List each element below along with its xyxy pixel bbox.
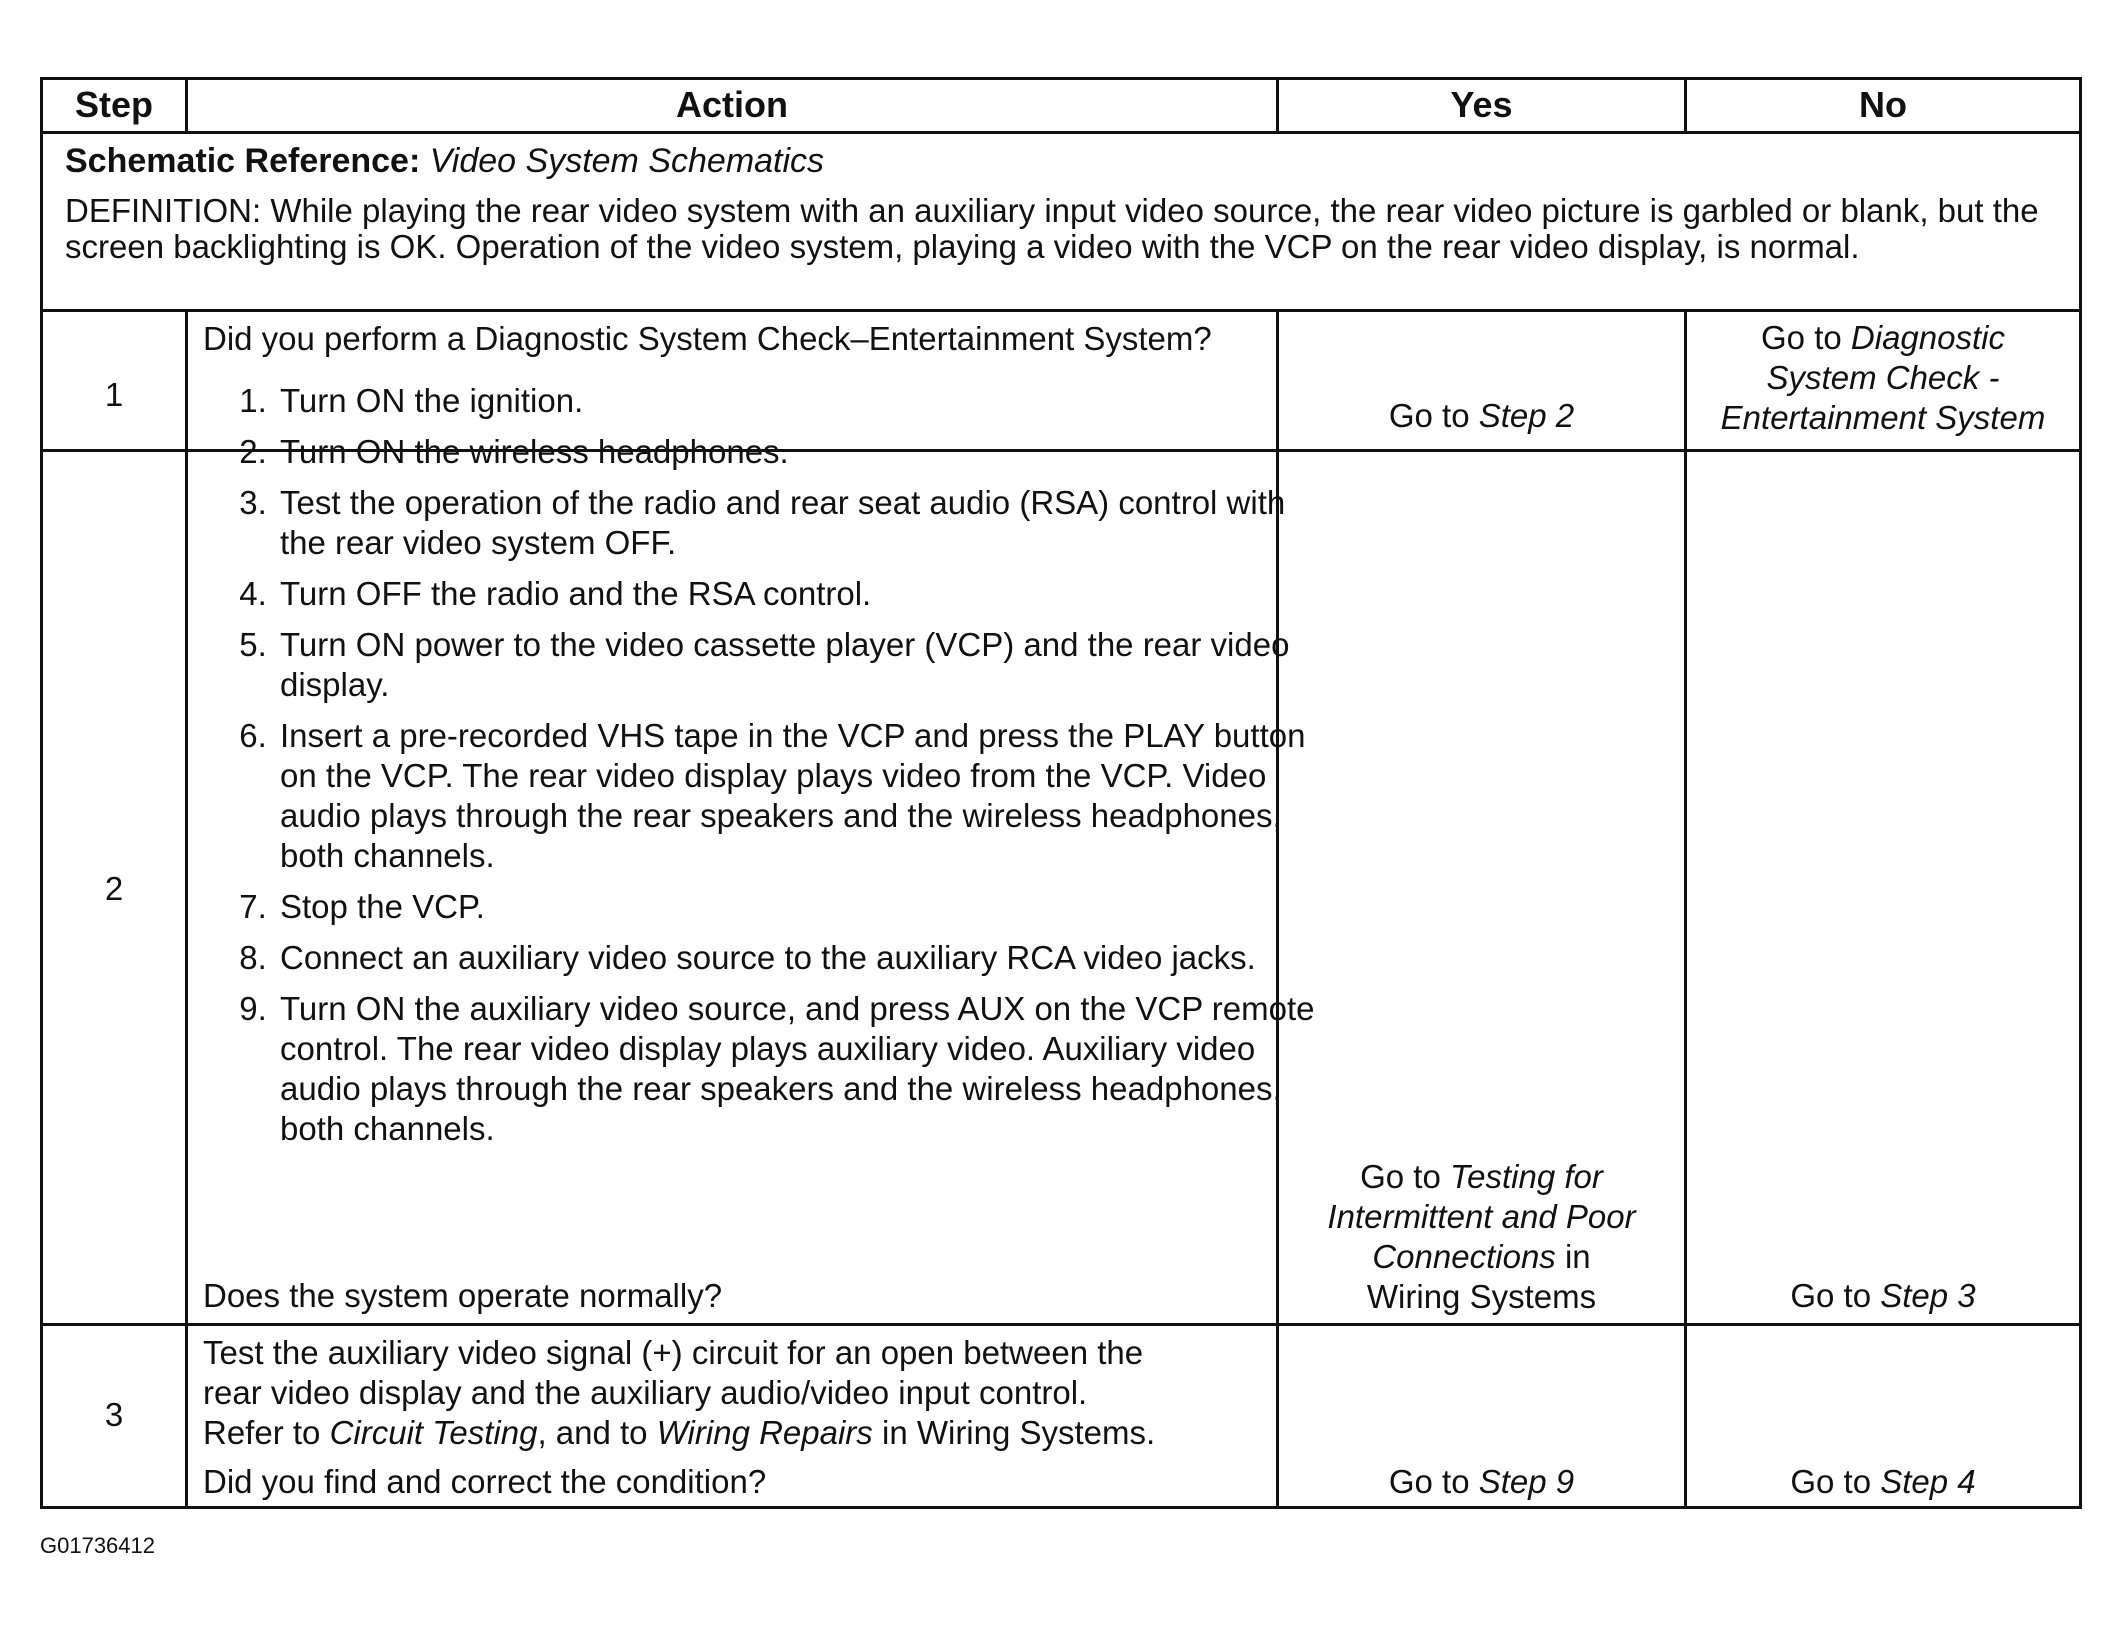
step-2-instruction-list [188, 381, 1336, 1160]
step-2-instruction-item: 4. Turn OFF the radio and the RSA control. [276, 574, 1336, 614]
step-3-action-line1: Test the auxiliary video signal (+) circuit for an open between the [203, 1334, 1144, 1371]
step-2-question: Does the system operate normally? [203, 1277, 723, 1314]
step-1-yes-link[interactable]: Step 2 [1478, 397, 1575, 434]
step-2-instruction-item: 8. Connect an auxiliary video source to the auxiliary RCA video jacks. [276, 938, 1336, 978]
step-1-no-link-line2[interactable]: System Check - [1766, 359, 2000, 396]
circuit-testing-link[interactable]: Circuit Testing [329, 1414, 538, 1451]
step-2-instruction-item: 9. Turn ON the auxiliary video source, and press AUX on the VCP remote control. The rear video display plays auxiliary video. Auxiliary video audio plays through the rear speakers and the wireless headphones, both channels. [276, 989, 1336, 1149]
step-3-action [203, 1333, 1263, 1453]
definition-text: DEFINITION: While playing the rear video system with an auxiliary input video source, the rear video picture is garbled or blank, but the screen backlighting is OK. Operation of the video system, playing a video with the VCP on the rear video display, is normal. [65, 192, 2039, 265]
step-2-yes-link-line3[interactable]: Connections [1372, 1238, 1556, 1275]
step-2-number: 2 [104, 870, 124, 907]
schematic-reference [65, 141, 824, 181]
step-2-yes-suffix: Wiring Systems [1366, 1278, 1597, 1315]
step-3-no: Go to Step 4 [1790, 1463, 1976, 1500]
step-3-action-line2: rear video display and the auxiliary audio/video input control. [203, 1374, 1088, 1411]
step-1-number: 1 [104, 376, 124, 413]
step-3-yes-link[interactable]: Step 9 [1478, 1463, 1575, 1500]
step-3-number: 3 [104, 1396, 124, 1433]
step-2-yes-link[interactable]: Testing for [1450, 1158, 1603, 1195]
step-2-instruction-item: 3. Test the operation of the radio and rear seat audio (RSA) control with the rear video system OFF. [276, 483, 1336, 563]
step-3-action-reference: Refer to Circuit Testing, and to Wiring Repairs in Wiring Systems. [203, 1414, 1156, 1451]
step-3-no-link[interactable]: Step 4 [1880, 1463, 1976, 1500]
figure-id: G01736412 [40, 1533, 155, 1558]
schematic-reference-link[interactable]: Video System Schematics [429, 142, 825, 180]
col-divider-yes [1684, 309, 1687, 1506]
step-2-yes: Go to Testing for Intermittent and Poor Connections in Wiring Systems [1279, 1157, 1684, 1317]
step-2-no: Go to Step 3 [1790, 1277, 1976, 1314]
header-no: No [1859, 84, 1907, 125]
step-2-instruction-item: 5. Turn ON power to the video cassette player (VCP) and the rear video display. [276, 625, 1336, 705]
header-step: Step [74, 84, 153, 125]
schematic-reference-label: Schematic Reference: [65, 142, 421, 180]
step-1-yes: Go to Step 2 [1388, 397, 1575, 434]
step-3-yes: Go to Step 9 [1388, 1463, 1575, 1500]
step-2-no-link[interactable]: Step 3 [1880, 1277, 1976, 1314]
step-2-instruction-item: 1. Turn ON the ignition. [276, 381, 1336, 421]
wiring-repairs-link[interactable]: Wiring Repairs [656, 1414, 873, 1451]
step-2-instruction-item: 7. Stop the VCP. [276, 887, 1336, 927]
step-1-no: Go to Diagnostic System Check - Entertainment System [1687, 318, 2079, 438]
header-yes: Yes [1450, 84, 1513, 125]
header-action: Action [676, 84, 788, 125]
step-2-instruction-item: 6. Insert a pre-recorded VHS tape in the VCP and press the PLAY button on the VCP. The rear video display plays video from the VCP. Video audio plays through the rear speakers and the wireless headphones, both channels. [276, 716, 1336, 876]
step-2-instruction-item: 2. Turn ON the wireless headphones. [276, 432, 1336, 472]
row-2-divider [43, 1323, 2079, 1326]
step-2-yes-link-line2[interactable]: Intermittent and Poor [1327, 1198, 1636, 1235]
step-3-question: Did you find and correct the condition? [203, 1463, 767, 1500]
step-1-no-link[interactable]: Diagnostic [1850, 319, 2005, 356]
step-1-no-link-line3[interactable]: Entertainment System [1720, 399, 2046, 436]
header-divider [43, 131, 2079, 134]
reference-divider [43, 309, 2079, 312]
step-1-action: Did you perform a Diagnostic System Check–Entertainment System? [203, 320, 1212, 357]
